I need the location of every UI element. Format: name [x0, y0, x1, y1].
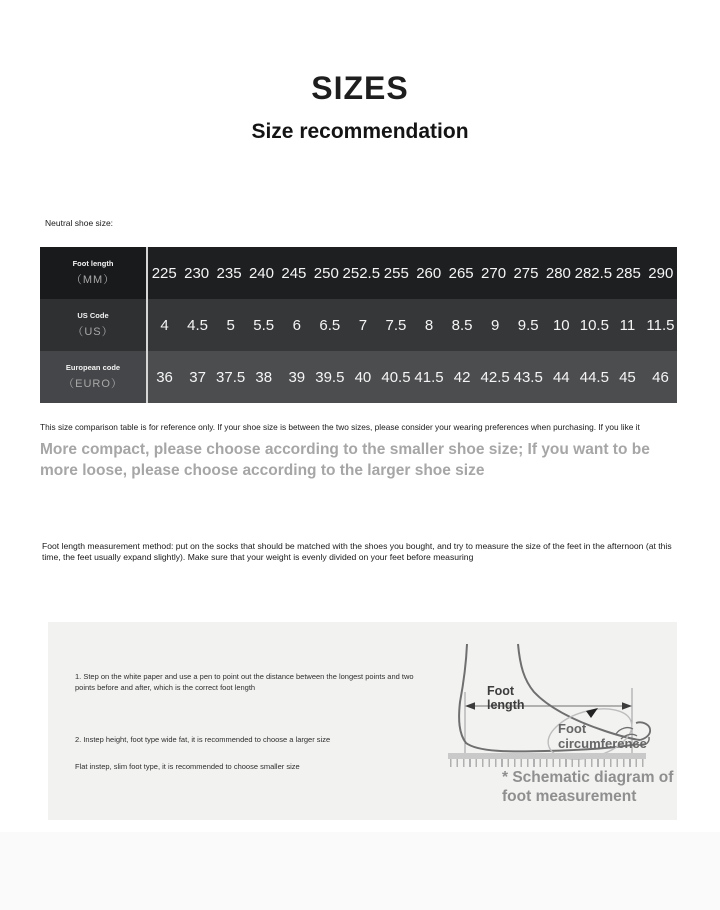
size-cell: 6	[292, 316, 301, 334]
size-cell: 40.5	[381, 368, 411, 386]
size-cell: 290	[648, 264, 674, 282]
size-cell: 265	[448, 264, 474, 282]
size-cell: 285	[615, 264, 641, 282]
size-cell: 255	[383, 264, 409, 282]
page-subtitle: Size recommendation	[251, 120, 469, 143]
row-header-label: Foot length	[72, 259, 114, 268]
size-cell: 8	[424, 316, 434, 334]
size-cell: 38	[255, 368, 273, 386]
size-cell: 270	[481, 264, 507, 282]
diagram-caption: * Schematic diagram of foot measurement	[502, 769, 674, 806]
measurement-method-note: Foot length measurement method: put on the socks that should be matched with the shoes you bought, and try to measure the size of the feet in the afternoon (at this time, the feet usually expand slightly). Make sure that your weight is evenly divided on your feet before measuring	[42, 541, 672, 562]
size-cell: 36	[156, 368, 173, 386]
size-cell: 40	[354, 368, 372, 386]
size-cell: 42	[453, 368, 471, 386]
size-cell: 9.5	[517, 316, 539, 334]
size-cell: 43.5	[513, 368, 543, 386]
size-cell: 250	[313, 264, 339, 282]
measure-step-2: 2. Instep height, foot type wide fat, it is recommended to choose a larger size	[75, 735, 331, 744]
size-cell: 235	[216, 264, 242, 282]
row-header-unit: （US）	[72, 326, 114, 338]
size-cell: 4.5	[187, 316, 209, 334]
neutral-shoe-size-label: Neutral shoe size:	[45, 218, 114, 228]
size-cell: 8.5	[451, 316, 473, 334]
size-cell: 9	[490, 316, 500, 334]
size-cell: 225	[151, 264, 177, 282]
size-cell: 11.5	[646, 316, 675, 334]
size-cell: 5.5	[253, 316, 275, 334]
measure-step-1: 1. Step on the white paper and use a pen to point out the distance between the longest points and two points before and after, which is the correct foot length	[75, 672, 414, 692]
size-cell: 44	[552, 368, 570, 386]
size-cell: 37	[189, 368, 206, 386]
size-cell: 39	[288, 368, 306, 386]
size-cell: 46	[652, 368, 669, 386]
size-table	[40, 247, 677, 403]
measurement-instruction-box	[48, 622, 677, 820]
size-cell: 230	[184, 264, 210, 282]
bottom-spacer	[0, 832, 720, 910]
foot-length-label: Foot length	[487, 684, 525, 713]
row-header-unit: （MM）	[70, 274, 116, 286]
size-cell: 41.5	[414, 368, 444, 386]
row-header-cell	[40, 351, 148, 403]
size-cell: 10.5	[579, 316, 609, 334]
row-header-cell	[40, 299, 148, 351]
size-cell: 39.5	[315, 368, 345, 386]
ground-ruler-icon	[448, 753, 646, 759]
size-cell: 240	[248, 264, 274, 282]
size-cell: 282.5	[574, 264, 613, 282]
size-cell: 245	[281, 264, 307, 282]
reference-note: This size comparison table is for reference only. If your shoe size is between the two sizes, please consider your wearing preferences when purchasing. If you like it	[40, 422, 640, 432]
size-table-row	[40, 299, 677, 351]
size-cell: 10	[552, 316, 570, 334]
page-title: SIZES	[311, 70, 409, 106]
size-table-row	[40, 247, 677, 299]
row-header-label: European code	[65, 363, 121, 372]
size-cell: 275	[513, 264, 539, 282]
size-cell: 4	[160, 316, 169, 334]
size-cell: 44.5	[579, 368, 609, 386]
preference-advice: More compact, please choose according to the smaller shoe size; If you want to be more loose, please choose according to the larger shoe size	[40, 441, 650, 480]
circumference-arrow	[586, 708, 598, 718]
size-cell: 6.5	[319, 316, 341, 334]
size-cell: 7	[358, 316, 368, 334]
size-table-row	[40, 351, 677, 403]
size-cell: 11	[619, 316, 636, 334]
size-cell: 42.5	[480, 368, 510, 386]
measure-step-3: Flat instep, slim foot type, it is recommended to choose smaller size	[75, 762, 300, 771]
size-cell: 37.5	[216, 368, 246, 386]
size-cell: 5	[226, 316, 235, 334]
size-cell: 252.5	[342, 264, 381, 282]
foot-circumference-label: Foot circumference	[558, 721, 647, 752]
size-cell: 45	[619, 368, 636, 386]
row-header-unit: （EURO）	[63, 378, 123, 390]
row-header-cell	[40, 247, 148, 299]
size-cell: 280	[545, 264, 571, 282]
size-cell: 7.5	[385, 316, 407, 334]
row-header-label: US Code	[77, 311, 109, 320]
size-cell: 260	[416, 264, 442, 282]
